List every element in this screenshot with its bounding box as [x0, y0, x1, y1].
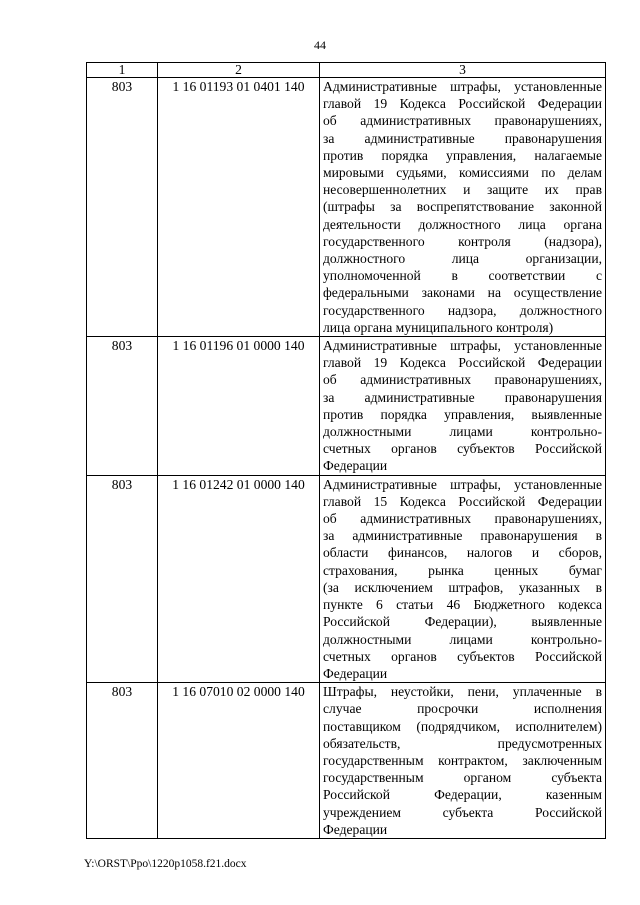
description-line: Штрафы, неустойки, пени, уплаченные в — [323, 684, 602, 700]
description-line: об административных правонарушениях, — [323, 372, 602, 388]
file-path-footer: Y:\ORST\Ppo\1220p1058.f21.docx — [84, 858, 247, 870]
table-header-row — [87, 63, 606, 78]
description-line: государственным контрактом, заключенным — [323, 752, 602, 768]
admin-code-cell: 803 — [87, 475, 158, 682]
description-cell — [320, 337, 606, 476]
description-line: главой 15 Кодекса Российской Федерации — [323, 493, 602, 509]
description-line: лица органа муниципального контроля) — [323, 319, 554, 335]
description-line: пункте 6 статьи 46 Бюджетного кодекса — [323, 597, 602, 613]
description-line: главой 19 Кодекса Российской Федерации — [323, 96, 602, 112]
description-line: против порядка управления, выявленные — [323, 406, 602, 422]
description-line: Федерации — [323, 821, 388, 837]
description-line: об административных правонарушениях, — [323, 511, 602, 527]
description-cell — [320, 475, 606, 682]
description-line: об административных правонарушениях, — [323, 113, 602, 129]
description-line: мировыми судьями, комиссиями по делам — [323, 165, 602, 181]
description-line: государственного контроля (надзора), — [323, 233, 602, 249]
column-header-3: 3 — [320, 63, 606, 78]
description-line: главой 19 Кодекса Российской Федерации — [323, 355, 602, 371]
description-line: поставщиком (подрядчиком, исполнителем) — [323, 718, 602, 734]
description-line: (штрафы за воспрепятствование законной — [323, 199, 602, 215]
description-line: (за исключением штрафов, указанных в — [323, 579, 602, 595]
description-line: случае просрочки исполнения — [323, 701, 602, 717]
description-line: счетных органов субъектов Российской — [323, 648, 602, 664]
description-line: Российской Федерации, казенным — [323, 787, 602, 803]
kbk-code-cell: 1 16 01196 01 0000 140 — [158, 337, 320, 476]
description-cell — [320, 78, 606, 337]
table-row — [87, 683, 606, 839]
description-line: Административные штрафы, установленные — [323, 338, 602, 354]
description-line: должностного лица организации, — [323, 251, 602, 267]
document-table — [86, 62, 606, 839]
description-line: Административные штрафы, установленные — [323, 79, 602, 94]
description-line: государственного надзора, должностного — [323, 302, 602, 318]
description-line: учреждением субъекта Российской — [323, 804, 602, 820]
description-line: за административные правонарушения — [323, 389, 602, 405]
kbk-code-cell: 1 16 07010 02 0000 140 — [158, 683, 320, 839]
description-line: области финансов, налогов и сборов, — [323, 545, 602, 561]
description-line: Федерации — [323, 665, 388, 681]
page-number: 44 — [314, 38, 326, 52]
description-line: должностными лицами контрольно- — [323, 424, 602, 440]
admin-code-cell: 803 — [87, 683, 158, 839]
admin-code-cell: 803 — [87, 337, 158, 476]
description-line: должностными лицами контрольно- — [323, 631, 602, 647]
description-line: счетных органов субъектов Российской — [323, 441, 602, 457]
table-row — [87, 475, 606, 682]
admin-code-cell: 803 — [87, 78, 158, 337]
description-line: Федерации — [323, 458, 388, 474]
column-header-1: 1 — [87, 63, 158, 78]
description-line: страхования, рынка ценных бумаг — [323, 562, 602, 578]
kbk-code-cell: 1 16 01193 01 0401 140 — [158, 78, 320, 337]
description-line: Российской Федерации), выявленные — [323, 614, 602, 630]
table-row — [87, 337, 606, 476]
description-line: государственным органом субъекта — [323, 770, 602, 786]
description-line: деятельности должностного лица органа — [323, 216, 602, 232]
kbk-code-cell: 1 16 01242 01 0000 140 — [158, 475, 320, 682]
table-row — [87, 78, 606, 337]
description-line: несовершеннолетних и защите их прав — [323, 182, 602, 198]
column-header-2: 2 — [158, 63, 320, 78]
description-line: за административные правонарушения в — [323, 528, 602, 544]
description-line: за административные правонарушения — [323, 130, 602, 146]
description-line: обязательств, предусмотренных — [323, 735, 602, 751]
description-line: федеральными законами на осуществление — [323, 285, 602, 301]
description-line: Административные штрафы, установленные — [323, 476, 602, 492]
description-line: уполномоченной в соответствии с — [323, 268, 602, 284]
description-cell — [320, 683, 606, 839]
description-line: против порядка управления, налагаемые — [323, 147, 602, 163]
